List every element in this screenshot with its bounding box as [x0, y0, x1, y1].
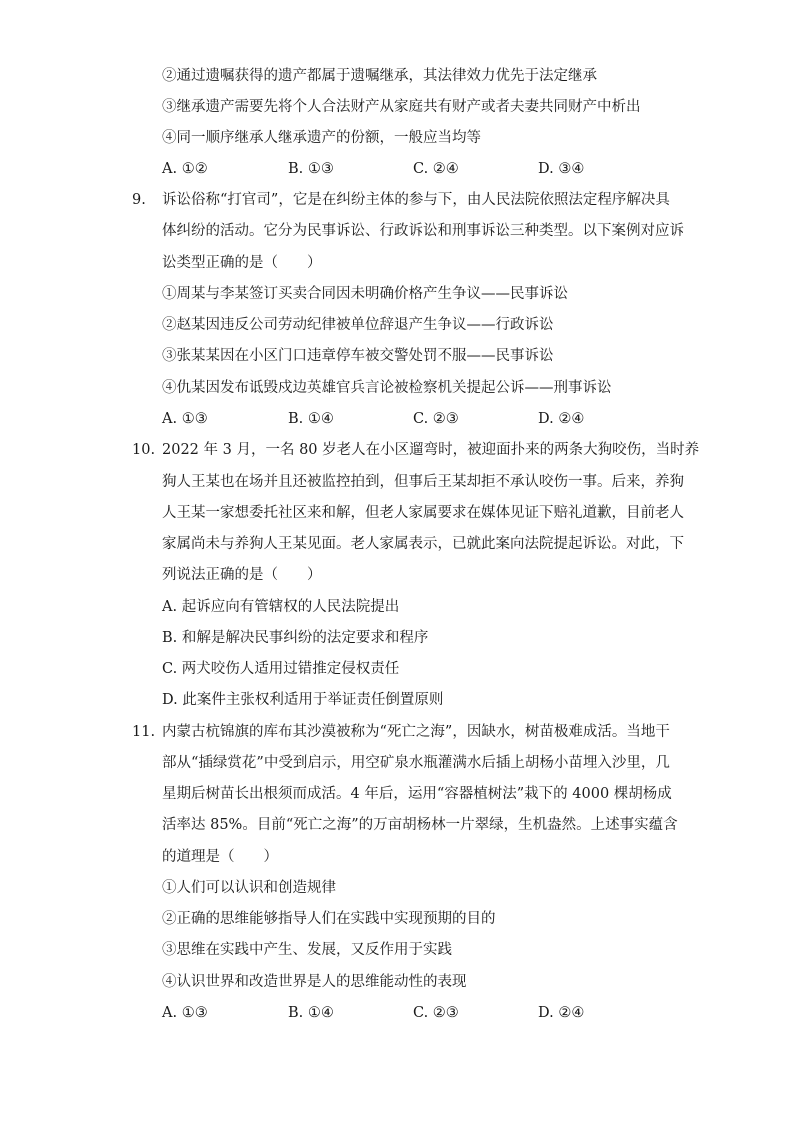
option-b: B. ①④ — [288, 1005, 334, 1021]
options-row — [162, 159, 682, 179]
question-stem-line: 诉讼俗称“打官司”，它是在纠纷主体的参与下，由人民法院依照法定程序解决具 — [162, 192, 670, 208]
question-number: 11. — [132, 724, 156, 740]
choice-d: D. 此案件主张权利适用于举证责任倒置原则 — [162, 692, 444, 708]
question-stem-line: 部从“插绿赏花”中受到启示，用空矿泉水瓶灌满水后插上胡杨小苗埋入沙里，几 — [162, 755, 670, 771]
statement-2: ②通过遗嘱获得的遗产都属于遗嘱继承，其法律效力优先于法定继承 — [162, 68, 597, 84]
question-number: 10. — [132, 442, 156, 458]
statement-4: ④认识世界和改造世界是人的思维能动性的表现 — [162, 974, 467, 990]
statement-3: ③继承遗产需要先将个人合法财产从家庭共有财产或者夫妻共同财产中析出 — [162, 99, 641, 115]
option-b: B. ①③ — [288, 161, 334, 177]
question-stem-line: 2022 年 3 月，一名 80 岁老人在小区遛弯时，被迎面扑来的两条大狗咬伤，当时养 — [162, 442, 700, 458]
question-stem-line: 讼类型正确的是（ ） — [162, 255, 322, 271]
question-stem-line: 的道理是（ ） — [162, 849, 278, 865]
question-stem-line: 活率达 85%。目前“死亡之海”的万亩胡杨林一片翠绿，生机盎然。上述事实蕴含 — [162, 817, 678, 833]
question-stem-line: 体纠纷的活动。它分为民事诉讼、行政诉讼和刑事诉讼三种类型。以下案例对应诉 — [162, 223, 684, 239]
statement-3: ③思维在实践中产生、发展，又反作用于实践 — [162, 942, 452, 958]
option-d: D. ③④ — [538, 161, 585, 177]
statement-4: ④仇某因发布诋毁戍边英雄官兵言论被检察机关提起公诉——刑事诉讼 — [162, 380, 612, 396]
option-c: C. ②③ — [413, 411, 459, 427]
question-number: 9. — [132, 192, 146, 208]
choice-c: C. 两犬咬伤人适用过错推定侵权责任 — [162, 661, 400, 677]
option-a: A. ①③ — [162, 1005, 208, 1021]
option-a: A. ①③ — [162, 411, 208, 427]
statement-2: ②正确的思维能够指导人们在实践中实现预期的目的 — [162, 911, 496, 927]
question-stem-line: 内蒙古杭锦旗的库布其沙漠被称为“死亡之海”，因缺水，树苗极难成活。当地干 — [162, 724, 670, 740]
option-a: A. ①② — [162, 161, 208, 177]
options-row — [162, 409, 682, 429]
option-c: C. ②③ — [413, 1005, 459, 1021]
choice-a: A. 起诉应向有管辖权的人民法院提出 — [162, 599, 400, 615]
statement-1: ①人们可以认识和创造规律 — [162, 880, 336, 896]
choice-b: B. 和解是解决民事纠纷的法定要求和程序 — [162, 630, 429, 646]
statement-1: ①周某与李某签订买卖合同因未明确价格产生争议——民事诉讼 — [162, 286, 568, 302]
statement-3: ③张某某因在小区门口违章停车被交警处罚不服——民事诉讼 — [162, 348, 554, 364]
option-d: D. ②④ — [538, 411, 585, 427]
question-stem-line: 人王某一家想委托社区来和解，但老人家属要求在媒体见证下赔礼道歉，目前老人 — [162, 505, 684, 521]
option-d: D. ②④ — [538, 1005, 585, 1021]
statement-4: ④同一顺序继承人继承遗产的份额，一般应当均等 — [162, 130, 481, 146]
statement-2: ②赵某因违反公司劳动纪律被单位辞退产生争议——行政诉讼 — [162, 317, 554, 333]
question-stem-line: 列说法正确的是（ ） — [162, 567, 322, 583]
question-stem-line: 狗人王某也在场并且还被监控拍到，但事后王某却拒不承认咬伤一事。后来，养狗 — [162, 474, 684, 490]
option-b: B. ①④ — [288, 411, 334, 427]
question-stem-line: 家属尚未与养狗人王某见面。老人家属表示，已就此案向法院提起诉讼。对此，下 — [162, 536, 684, 552]
option-c: C. ②④ — [413, 161, 459, 177]
question-stem-line: 星期后树苗长出根须而成活。4 年后，运用“容器植树法”栽下的 4000 棵胡杨成 — [162, 786, 672, 802]
options-row — [162, 1003, 682, 1023]
